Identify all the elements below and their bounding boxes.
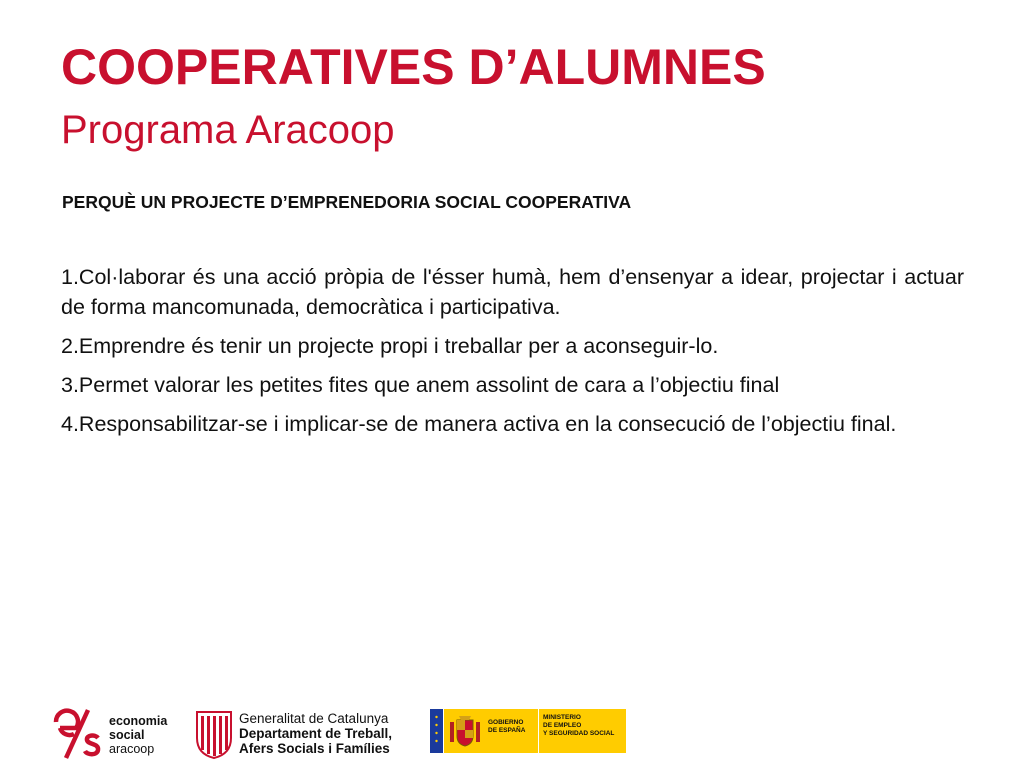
eu-flag-icon — [430, 709, 443, 753]
footer-logos — [0, 700, 1024, 768]
gov-line-2: DE ESPAÑA — [488, 727, 526, 734]
slide-title: COOPERATIVES D’ALUMNES — [61, 39, 766, 95]
economia-social-logo — [52, 708, 182, 760]
point-item: 3.Permet valorar les petites fites que anem assolint de cara a l’objectiu final — [61, 373, 780, 397]
slide-subtitle: Programa Aracoop — [61, 108, 395, 152]
point-item: 1.Col·laborar és una acció pròpia de l'ésser humà, hem d’ensenyar a idear, projectar i actuar de forma mancomunada, democràtica i participativa. — [61, 265, 964, 319]
section-heading: PERQUÈ UN PROJECTE D’EMPRENEDORIA SOCIAL COOPERATIVA — [62, 192, 632, 212]
es-line-1: economia — [109, 714, 168, 728]
generalitat-emblem-icon — [195, 708, 233, 760]
es-line-3: aracoop — [109, 742, 155, 756]
coat-of-arms-icon — [448, 714, 482, 748]
gen-line-1: Generalitat de Catalunya — [239, 711, 389, 726]
min-line-1: MINISTERIO — [543, 714, 581, 721]
points-list — [61, 262, 964, 448]
es-logo-icon — [52, 708, 102, 760]
min-line-3: Y SEGURIDAD SOCIAL — [543, 730, 615, 737]
es-line-2: social — [109, 728, 145, 742]
gobierno-logo — [430, 709, 626, 753]
gobierno-box — [444, 709, 538, 753]
gen-line-2: Departament de Treball, — [239, 726, 393, 741]
generalitat-logo — [195, 708, 410, 760]
point-item: 2.Emprendre és tenir un projecte propi i treballar per a aconseguir-lo. — [61, 334, 719, 358]
ministerio-box — [539, 709, 626, 753]
min-line-2: DE EMPLEO — [543, 722, 582, 729]
point-item: 4.Responsabilitzar-se i implicar-se de manera activa en la consecució de l’objectiu final. — [61, 412, 897, 436]
gen-line-3: Afers Socials i Famílies — [239, 741, 390, 756]
gov-line-1: GOBIERNO — [488, 719, 524, 726]
